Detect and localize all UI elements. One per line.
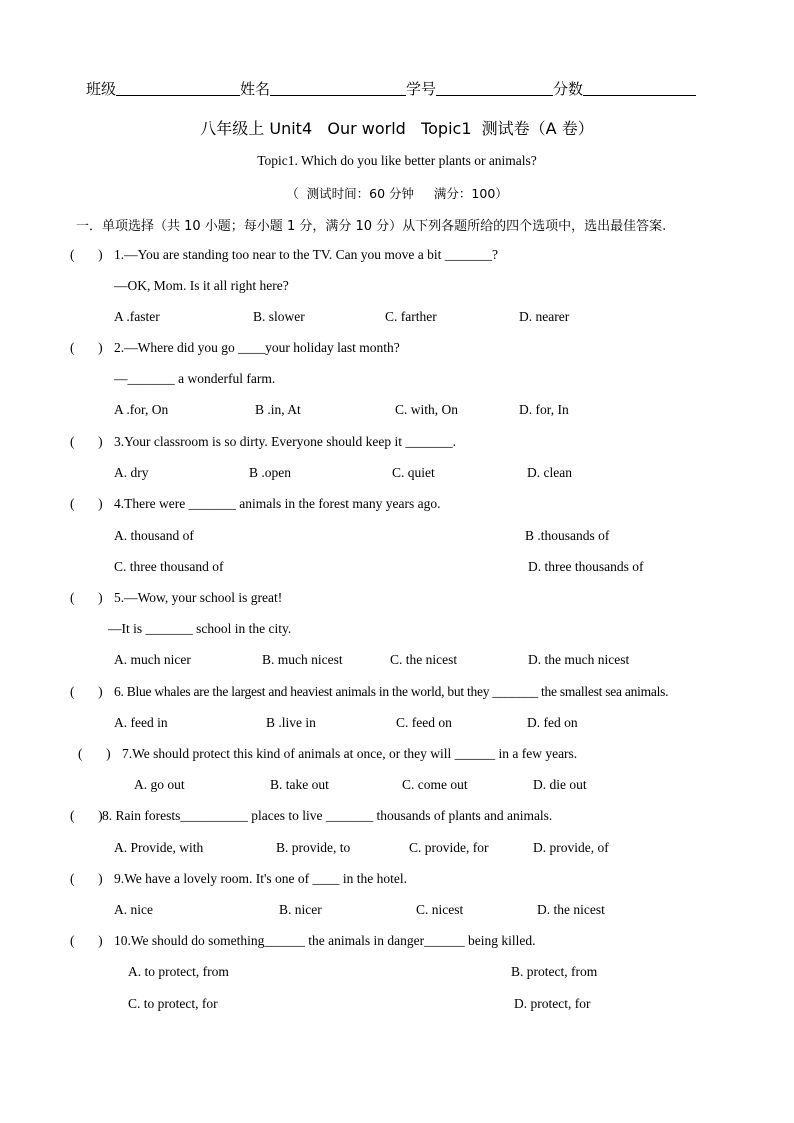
question-stem: 9.We have a lovely room. It's one of ____ in the hotel.: [114, 871, 408, 886]
question-2-line2: —_______ a wonderful farm.: [114, 371, 276, 386]
answer-bracket[interactable]: ( ): [70, 871, 103, 886]
question-4: [70, 496, 441, 512]
option-a: A. go out: [134, 777, 185, 792]
student-id-label: 学号: [406, 80, 437, 98]
option-a: A .faster: [114, 309, 160, 324]
answer-bracket[interactable]: ( ): [70, 496, 103, 511]
option-b: B. provide, to: [276, 840, 351, 855]
question-1-line2: —OK, Mom. Is it all right here?: [114, 278, 289, 293]
option-b: B. slower: [253, 309, 305, 324]
question-stem: 2.—Where did you go ____your holiday last month?: [114, 340, 400, 355]
question-stem: 4.There were _______ animals in the forest many years ago.: [114, 496, 441, 511]
option-d: D. protect, for: [514, 996, 591, 1011]
option-b: B .in, At: [255, 402, 301, 417]
answer-bracket[interactable]: ( ): [70, 933, 103, 948]
option-d: D. the nicest: [537, 902, 605, 917]
option-a: A. nice: [114, 902, 153, 917]
question-stem: 10.We should do something______ the animals in danger______ being killed.: [114, 933, 536, 948]
option-a: A. much nicer: [114, 652, 191, 667]
option-c: C. farther: [385, 309, 437, 324]
answer-bracket[interactable]: ( ): [70, 247, 103, 262]
test-info: （ 测试时间：60 分钟 满分：100）: [286, 186, 508, 201]
option-b: B .live in: [266, 715, 316, 730]
option-b: B. much nicest: [262, 652, 343, 667]
question-stem: 3.Your classroom is so dirty. Everyone should keep it _______.: [114, 434, 456, 449]
answer-bracket[interactable]: ( ): [70, 684, 103, 699]
class-blank[interactable]: [116, 81, 240, 96]
option-c: C. to protect, for: [128, 996, 218, 1011]
option-b: B. nicer: [279, 902, 322, 917]
option-b: B. protect, from: [511, 964, 598, 979]
score-blank[interactable]: [583, 81, 696, 96]
option-d: D. fed on: [527, 715, 578, 730]
option-c: C. feed on: [396, 715, 452, 730]
option-d: D. die out: [533, 777, 587, 792]
option-b: B .thousands of: [525, 528, 610, 543]
option-c: C. the nicest: [390, 652, 458, 667]
option-d: D. nearer: [519, 309, 570, 324]
question-6: [70, 684, 668, 700]
question-stem: 8. Rain forests__________ places to live _______ thousands of plants and animals.: [102, 808, 553, 823]
option-a: A. to protect, from: [128, 964, 229, 979]
question-5: [70, 590, 282, 606]
name-label: 姓名: [240, 80, 271, 98]
option-c: C. come out: [402, 777, 468, 792]
answer-bracket[interactable]: ( ): [70, 340, 103, 355]
option-a: A .for, On: [114, 402, 169, 417]
option-c: C. provide, for: [409, 840, 489, 855]
question-5-line2: —It is _______ school in the city.: [108, 621, 292, 636]
option-c: C. with, On: [395, 402, 459, 417]
answer-bracket[interactable]: ( ): [70, 590, 103, 605]
question-stem: 6. Blue whales are the largest and heaviest animals in the world, but they _______ the smallest sea animals.: [114, 684, 669, 699]
question-3: [70, 434, 456, 450]
section-heading: 一．单项选择（共 10 小题；每小题 1 分，满分 10 分）从下列各题所给的四个选项中，选出最佳答案.: [76, 219, 667, 234]
score-label: 分数: [553, 80, 584, 98]
option-c: C. nicest: [416, 902, 464, 917]
page-subtitle: Topic1. Which do you like better plants or animals?: [257, 153, 537, 168]
question-9: [70, 871, 407, 887]
question-stem: 5.—Wow, your school is great!: [114, 590, 283, 605]
answer-bracket[interactable]: ( ): [70, 808, 103, 823]
option-b: B. take out: [270, 777, 329, 792]
question-7: [78, 746, 577, 762]
option-d: D. provide, of: [533, 840, 609, 855]
option-a: A. feed in: [114, 715, 168, 730]
page-title: 八年级上 Unit4 Our world Topic1 测试卷（A 卷）: [200, 119, 594, 138]
option-c: C. quiet: [392, 465, 435, 480]
question-stem: 1.—You are standing too near to the TV. Can you move a bit _______?: [114, 247, 498, 262]
option-d: D. for, In: [519, 402, 569, 417]
option-d: D. the much nicest: [528, 652, 630, 667]
question-2: [70, 340, 400, 356]
option-d: D. clean: [527, 465, 572, 480]
student-info-header: [86, 78, 716, 99]
class-label: 班级: [86, 80, 117, 98]
question-stem: 7.We should protect this kind of animals at once, or they will ______ in a few years.: [122, 746, 578, 761]
option-d: D. three thousands of: [528, 559, 644, 574]
question-10: [70, 933, 535, 949]
option-b: B .open: [249, 465, 291, 480]
name-blank[interactable]: [270, 81, 406, 96]
option-a: A. Provide, with: [114, 840, 204, 855]
answer-bracket[interactable]: ( ): [78, 746, 111, 761]
option-a: A. thousand of: [114, 528, 194, 543]
student-id-blank[interactable]: [436, 81, 553, 96]
answer-bracket[interactable]: ( ): [70, 434, 103, 449]
question-1: [70, 247, 498, 263]
option-c: C. three thousand of: [114, 559, 224, 574]
question-8: [70, 808, 552, 824]
option-a: A. dry: [114, 465, 149, 480]
